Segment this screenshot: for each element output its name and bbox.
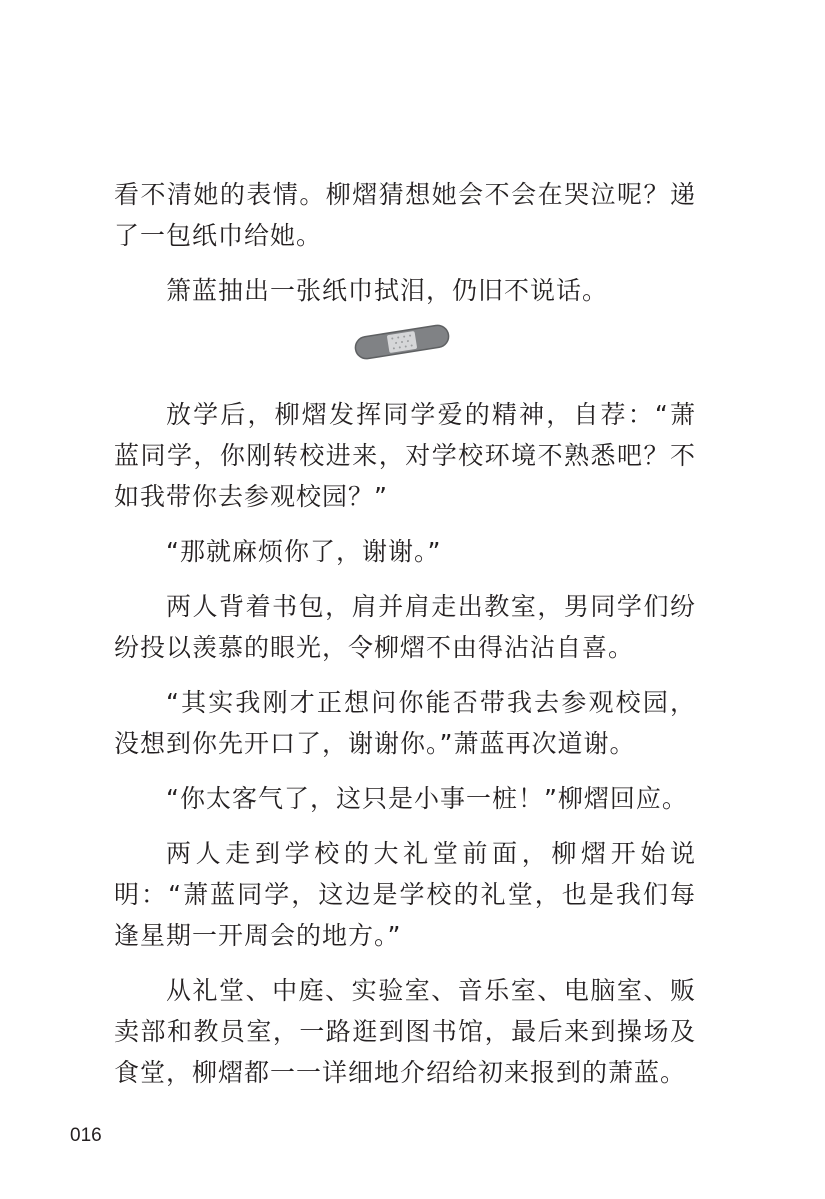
page-number: 016 [70,1125,102,1146]
paragraph: 放学后，柳熠发挥同学爱的精神，自荐：“萧蓝同学，你刚转校进来，对学校环境不熟悉吧？不如我带你去参观校园？” [114,400,696,511]
paragraph: “其实我刚才正想问你能否带我去参观校园，没想到你先开口了，谢谢你。”萧蓝再次道谢。 [114,688,696,758]
paragraph: 两人走到学校的大礼堂前面，柳熠开始说明：“萧蓝同学，这边是学校的礼堂，也是我们每逢星期一开周会的地方。” [114,839,696,950]
bandage-icon [352,320,452,364]
paragraph: 箫蓝抽出一张纸巾拭泪，仍旧不说话。 [166,276,609,305]
paragraph: 两人背着书包，肩并肩走出教室，男同学们纷纷投以羡慕的眼光，令柳熠不由得沾沾自喜。 [114,592,696,662]
paragraph-continued: 看不清她的表情。柳熠猜想她会不会在哭泣呢？递了一包纸巾给她。 [114,180,696,250]
paragraph: “那就麻烦你了，谢谢。” [166,537,442,566]
paragraph: 从礼堂、中庭、实验室、音乐室、电脑室、贩卖部和教员室，一路逛到图书馆，最后来到操场及食堂，柳熠都一一详细地介绍给初来报到的萧蓝。 [114,976,696,1087]
paragraph: “你太客气了，这只是小事一桩！”柳熠回应。 [166,784,688,813]
text-section-top [114,174,696,325]
text-section-main [114,394,696,1107]
